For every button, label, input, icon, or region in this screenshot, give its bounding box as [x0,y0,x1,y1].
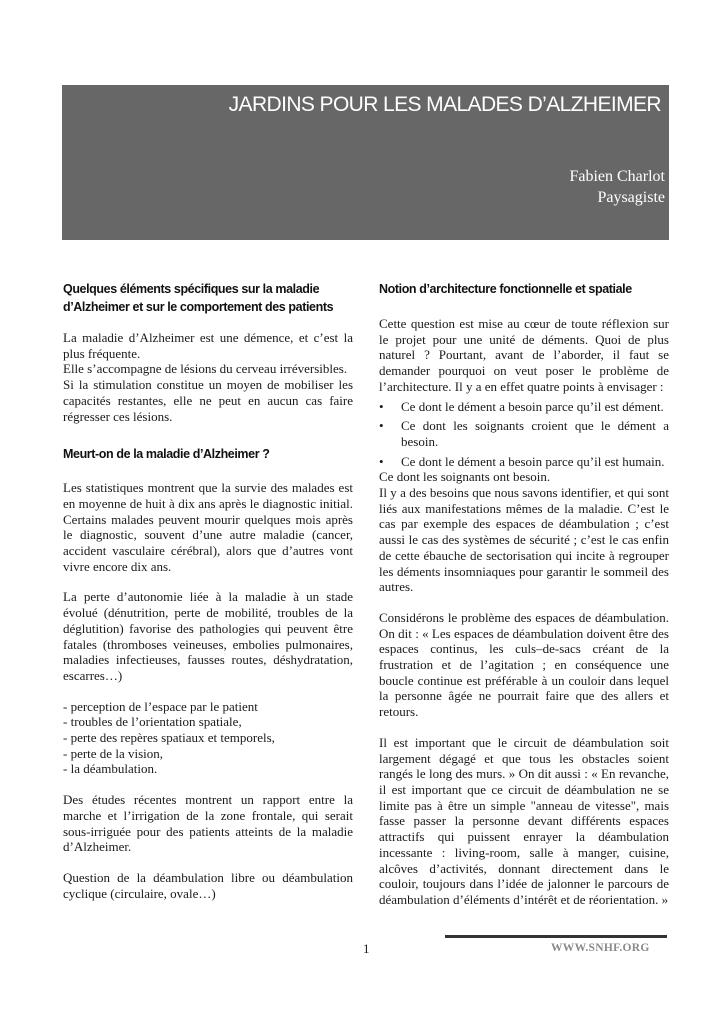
list-item: - troubles de l’orientation spatiale, [63,714,242,730]
bullet-icon: • [379,453,384,469]
paragraph: Question de la déambulation libre ou déambulation cyclique (circulaire, ovale…) [63,869,353,901]
paragraph: Cette question est mise au cœur de toute réflexion sur le projet pour une unité de déments. Quoi de plus naturel ? Pourtant, avant de l’aborder, il faut se demander pourquoi on veut poser le problème de l’architecture. Il y a en effet quatre points à envisager : [379,316,669,394]
bullet-item: • Ce dont le dément a besoin parce qu’il est humain. [379,453,665,469]
author-block [569,166,665,208]
section-heading-mortality: Meurt-on de la maladie d’Alzheimer ? [63,447,270,462]
paragraph: Ce dont les soignants ont besoin. [379,469,551,485]
paragraph: Elle s’accompagne de lésions du cerveau irréversibles. [63,361,348,377]
list-item: - perte de la vision, [63,745,163,761]
section-heading-alzheimer: Quelques éléments spécifiques sur la maladie d’Alzheimer et sur le comportement des patients [63,282,334,314]
website-link[interactable]: WWW.SNHF.ORG [551,942,650,954]
list-item: - perte des repères spatiaux et temporels, [63,730,275,746]
bullet-icon: • [379,418,384,434]
paragraph: Il est important que le circuit de déambulation soit largement dégagé et que tous les obstacles soient rangés le long des murs. » On dit aussi : « En revanche, il est important que ce circuit de déambulation ne se limite pas à être un simple "anneau de vitesse", mais fasse passer la personne devant différents espaces attractifs qui puissent enrayer la déambulation incessante : living-room, salle à manger, cuisine, alcôves d’activités, donnant directement dans le couloir, toujours dans l’idée de jalonner le parcours de déambulation d’éléments d’intérêt et de réorientation. » [379,734,669,907]
footer-rule [445,935,667,938]
paragraph: Il y a des besoins que nous savons identifier, et qui sont liés aux manifestations mêmes de la maladie. C’est le cas par exemple des espaces de déambulation ; c’est aussi le cas des systèmes de sécurité ; c’est le cas enfin de cette ébauche de sectorisation qui incite à regrouper les déments insomniaques pour garantir le sommeil des autres. [379,485,669,595]
left-column [63,280,353,901]
list-item: - la déambulation. [63,761,158,777]
right-column [379,280,669,908]
paragraph: Si la stimulation constitue un moyen de mobiliser les capacités restantes, elle ne peut en aucun cas faire régresser ces lésions. [63,377,353,424]
author-name: Fabien Charlot [569,168,665,185]
bullet-item: • Ce dont les soignants croient que le dément a besoin. [379,418,669,449]
paragraph: Considérons le problème des espaces de déambulation. On dit : « Les espaces de déambulation doivent être des espaces continus, les culs–de-sacs créant de la frustration et de l’agitation ; en conséquence une boucle continue est préférable à un couloir dans lequel la personne âgée ne pourrait faire que des allers et retours. [379,609,669,720]
document-title: JARDINS POUR LES MALADES D’ALZHEIMER [228,93,661,116]
paragraph: Les statistiques montrent que la survie des malades est en moyenne de huit à dix ans après le diagnostic initial. Certains malades peuvent mourir quelques mois après le diagnostic, souvent d’une autre maladie (cancer, accident vasculaire cérébral), alors que d’autres vont vivre encore dix ans. [63,480,353,574]
paragraph: La maladie d’Alzheimer est une démence, et c’est la plus fréquente. [63,330,353,361]
list-item: - perception de l’espace par le patient [63,698,258,714]
symptom-list [63,699,353,778]
bullet-item: • Ce dont le dément a besoin parce qu’il est dément. [379,398,664,414]
author-role: Paysagiste [597,189,665,206]
paragraph: La perte d’autonomie liée à la maladie à un stade évolué (dénutrition, perte de mobilité, troubles de la déglutition) favorise des pathologies qui peuvent être fatales (thromboses veineuses, embolies pulmonaires, maladies infectieuses, fausses routes, déshydratation, escarres…) [63,589,353,683]
section-heading-architecture: Notion d’architecture fonctionnelle et spatiale [379,282,632,296]
bullet-icon: • [379,398,384,414]
header-banner [62,85,669,240]
page-number: 1 [363,941,370,956]
paragraph: Des études récentes montrent un rapport entre la marche et l’irrigation de la zone frontale, qui serait sous-irriguée pour des patients atteints de la maladie d’Alzheimer. [63,792,353,855]
